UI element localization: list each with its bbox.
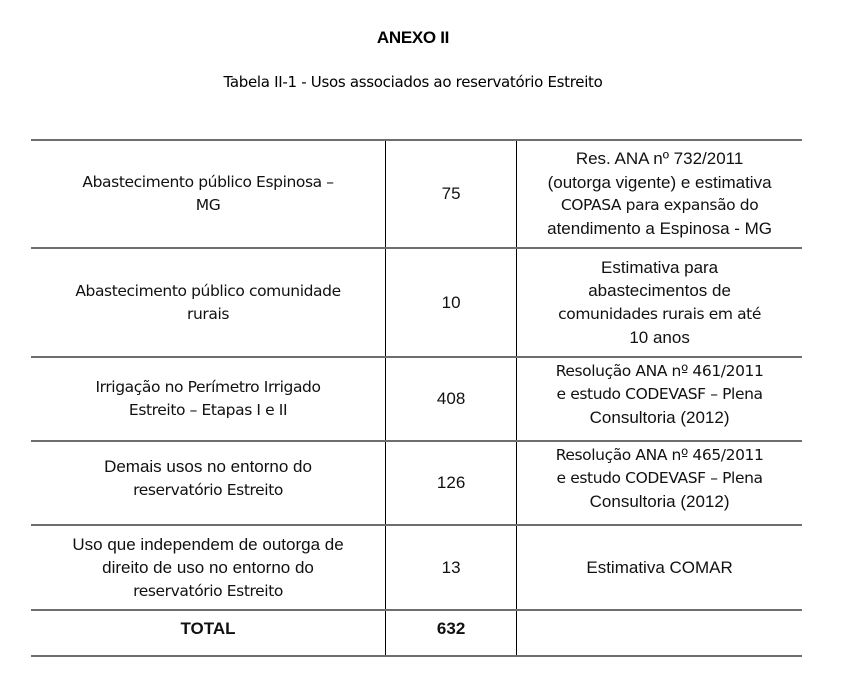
source-text-line: Consultoria (2012): [589, 408, 730, 427]
table-row: [31, 441, 802, 525]
total-source: [517, 610, 802, 656]
uses-table: [31, 139, 802, 657]
total-row: [31, 610, 802, 656]
use-text-line: reservatório Estreito: [133, 480, 283, 499]
source-text-line: COPASA para expansão do: [560, 196, 759, 215]
source-text-line: comunidades rurais em até: [558, 304, 761, 323]
use-cell: [31, 357, 386, 441]
source-cell: [517, 357, 802, 441]
use-text-line: Abastecimento público comunidade: [75, 281, 341, 300]
use-text-line: Irrigação no Perímetro Irrigado: [95, 378, 321, 396]
annex-title: ANEXO II: [376, 28, 450, 47]
value-cell: 10: [386, 248, 517, 357]
use-text-line: reservatório Estreito: [133, 581, 283, 600]
table-row: [31, 525, 802, 610]
source-cell: [517, 525, 802, 610]
use-text-line: Abastecimento público Espinosa –: [82, 173, 334, 191]
source-text-line: Estimativa para: [600, 257, 719, 277]
use-text-line: rurais: [186, 304, 230, 323]
source-text-line: Res. ANA nº 732/2011: [575, 149, 744, 169]
source-text-line: Consultoria (2012): [589, 492, 730, 511]
use-cell: [31, 441, 386, 525]
source-text-line: (outorga vigente) e estimativa: [547, 172, 772, 192]
use-text-line: Uso que independem de outorga de: [72, 534, 344, 554]
value-cell: 126: [386, 441, 517, 525]
source-text-line: Resolução ANA nº 461/2011: [555, 362, 764, 380]
value-cell: 13: [386, 525, 517, 610]
table-caption: Tabela II-1 - Usos associados ao reservatório Estreito: [223, 73, 603, 91]
source-text-line: Estimativa COMAR: [586, 557, 733, 577]
use-text-line: Estreito – Etapas I e II: [128, 401, 288, 419]
total-label: TOTAL: [31, 610, 386, 656]
use-text-line: MG: [195, 196, 221, 214]
use-cell: [31, 140, 386, 248]
source-cell: [517, 248, 802, 357]
source-text-line: e estudo CODEVASF – Plena: [556, 469, 763, 487]
use-cell: [31, 525, 386, 610]
source-text-line: Resolução ANA nº 465/2011: [555, 446, 764, 464]
use-cell: [31, 248, 386, 357]
table-row: [31, 248, 802, 357]
table-row: [31, 357, 802, 441]
source-text-line: abastecimentos de: [588, 281, 731, 301]
use-text-line: direito de uso no entorno do: [102, 558, 314, 577]
source-text-line: atendimento a Espinosa - MG: [547, 219, 773, 239]
source-cell: [517, 441, 802, 525]
total-value: 632: [386, 610, 517, 656]
source-cell: [517, 140, 802, 248]
use-text-line: Demais usos no entorno do: [104, 457, 312, 476]
table-row: [31, 140, 802, 248]
source-text-line: 10 anos: [629, 327, 690, 347]
value-cell: 75: [386, 140, 517, 248]
value-cell: 408: [386, 357, 517, 441]
source-text-line: e estudo CODEVASF – Plena: [556, 385, 763, 403]
